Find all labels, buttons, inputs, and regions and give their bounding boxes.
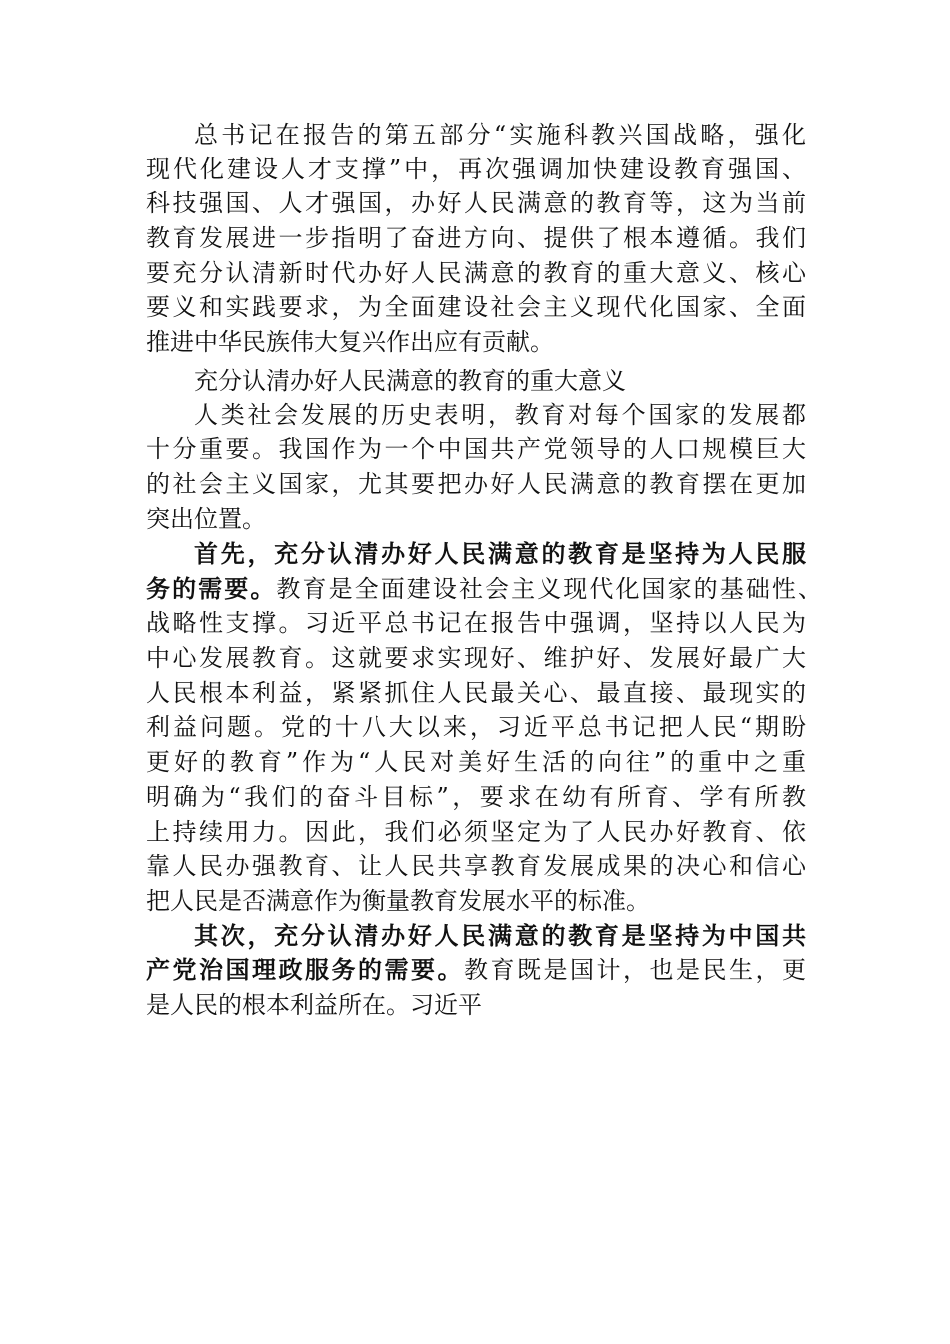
paragraph-3-line: 上持续用力。因此，我们必须坚定为了人民办好教育、依 bbox=[146, 818, 806, 846]
paragraph-3-line: 靠人民办强教育、让人民共享教育发展成果的决心和信心 bbox=[146, 852, 806, 880]
paragraph-4-line bbox=[146, 953, 806, 987]
paragraph-2-line: 的社会主义国家，尤其要把办好人民满意的教育摆在更加 bbox=[146, 470, 806, 498]
section-heading: 充分认清办好人民满意的教育的重大意义 bbox=[194, 367, 626, 395]
paragraph-2-line: 十分重要。我国作为一个中国共产党领导的人口规模巨大 bbox=[146, 435, 806, 463]
paragraph-3-lead: 首先，充分认清办好人民满意的教育是坚持为人民服 bbox=[194, 539, 806, 568]
paragraph-3-line: 利益问题。党的十八大以来，习近平总书记把人民“期盼 bbox=[146, 713, 806, 741]
paragraph-2-line: 人类社会发展的历史表明，教育对每个国家的发展都 bbox=[194, 401, 806, 429]
paragraph-3-lead-end: 务的需要。 bbox=[146, 574, 277, 603]
paragraph-1-line: 现代化建设人才支撑”中，再次强调加快建设教育强国、 bbox=[146, 155, 806, 183]
paragraph-3-line bbox=[146, 572, 822, 606]
paragraph-4-lead-end: 产党治国理政服务的需要。 bbox=[146, 955, 464, 984]
paragraph-3-line: 中心发展教育。这就要求实现好、维护好、发展好最广大 bbox=[146, 644, 806, 672]
paragraph-4-text: 教育既是国计，也是民生，更 bbox=[464, 956, 806, 984]
paragraph-2-line: 突出位置。 bbox=[146, 505, 266, 533]
paragraph-1-line: 科技强国、人才强国，办好人民满意的教育等，这为当前 bbox=[146, 189, 806, 217]
paragraph-1-line: 要义和实践要求，为全面建设社会主义现代化国家、全面 bbox=[146, 293, 806, 321]
paragraph-3-line: 把人民是否满意作为衡量教育发展水平的标准。 bbox=[146, 887, 650, 915]
paragraph-3-line: 人民根本利益，紧紧抓住人民最关心、最直接、最现实的 bbox=[146, 679, 806, 707]
paragraph-3-line: 更好的教育”作为“人民对美好生活的向往”的重中之重 bbox=[146, 748, 806, 776]
paragraph-1-line: 总书记在报告的第五部分“实施科教兴国战略，强化 bbox=[194, 121, 806, 149]
paragraph-3-line: 明确为“我们的奋斗目标”，要求在幼有所育、学有所教 bbox=[146, 783, 806, 811]
paragraph-1-line: 要充分认清新时代办好人民满意的教育的重大意义、核心 bbox=[146, 259, 806, 287]
paragraph-4-lead: 其次，充分认清办好人民满意的教育是坚持为中国共 bbox=[194, 921, 806, 950]
paragraph-1-line: 教育发展进一步指明了奋进方向、提供了根本遵循。我们 bbox=[146, 224, 806, 252]
paragraph-3-line: 战略性支撑。习近平总书记在报告中强调，坚持以人民为 bbox=[146, 609, 806, 637]
paragraph-1-line: 推进中华民族伟大复兴作出应有贡献。 bbox=[146, 328, 554, 356]
paragraph-3-text: 教育是全面建设社会主义现代化国家的基础性、 bbox=[276, 575, 823, 603]
paragraph-4-line: 是人民的根本利益所在。习近平 bbox=[146, 991, 482, 1019]
